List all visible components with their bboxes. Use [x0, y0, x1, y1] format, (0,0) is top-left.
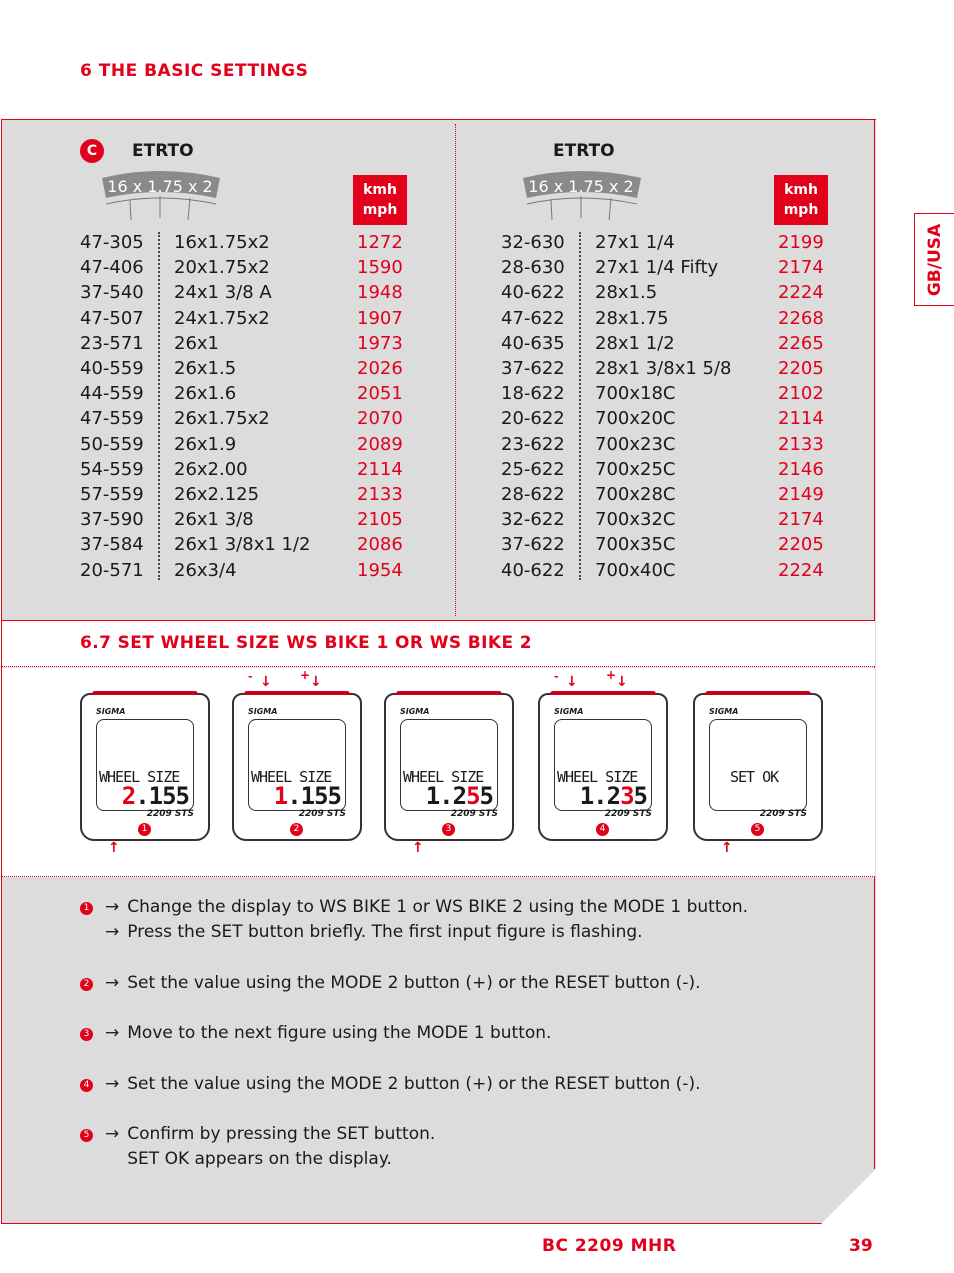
wheel-circumference: 1948 [357, 282, 403, 304]
arrow-down-icon: ↓ [616, 674, 628, 690]
lcd-flashing-digit: 5 [466, 782, 480, 810]
step-bullet: 2 [80, 978, 93, 991]
lcd-line-1: WHEEL SIZE [251, 768, 332, 786]
wheel-circumference: 2205 [778, 358, 824, 379]
etrto-code: 25-622 [501, 458, 565, 480]
tire-size: 28x1 1/2 [595, 332, 675, 354]
arrow-up-icon: ↑ [412, 840, 424, 856]
arrow-right-icon: → [105, 1074, 120, 1094]
step-line [80, 1122, 435, 1147]
device-model: 2209 STS [450, 809, 498, 819]
step-bullet: 1 [80, 902, 93, 915]
wheel-circumference: 2026 [357, 358, 403, 379]
unit-kmh: kmh [784, 182, 818, 198]
arrow-down-icon: ↓ [310, 674, 322, 690]
wheel-circumference: 2146 [778, 458, 824, 480]
etrto-heading-left: ETRTO [132, 141, 194, 161]
lcd-digits: 5 [479, 782, 493, 810]
tire-size-label: 16 x 1.75 x 2 [107, 177, 213, 196]
wheel-circumference: 1272 [357, 232, 403, 253]
step-text: Press the SET button briefly. The first input figure is flashing. [127, 922, 643, 942]
etrto-code: 32-630 [501, 232, 565, 253]
wheel-circumference: 1954 [357, 559, 403, 581]
wheel-circumference: 1907 [357, 307, 403, 329]
lcd-line-1: WHEEL SIZE [557, 768, 638, 786]
tire-size: 28x1.75 [595, 307, 669, 329]
wheel-circumference: 2149 [778, 484, 824, 505]
arrow-up-icon: ↑ [108, 840, 120, 856]
page-title: 6 THE BASIC SETTINGS [80, 61, 309, 81]
step-bullet: 5 [80, 1129, 93, 1142]
bike-computer-display [384, 693, 514, 841]
wheel-circumference: 2265 [778, 332, 824, 354]
tire-size: 28x1 3/8x1 5/8 [595, 358, 732, 379]
bike-computer-display [80, 693, 210, 841]
minus-label: - [248, 670, 253, 683]
lcd-line-1: WHEEL SIZE [403, 768, 484, 786]
device-button [244, 691, 350, 695]
tire-size: 26x1 3/8 [174, 509, 254, 531]
etrto-code: 47-559 [80, 408, 144, 430]
tire-size-icon [521, 170, 646, 220]
tire-size-icon [100, 170, 225, 220]
etrto-heading-right: ETRTO [553, 141, 615, 161]
page-number: 39 [849, 1236, 873, 1256]
etrto-code: 47-305 [80, 232, 144, 253]
tire-size: 700x32C [595, 509, 676, 531]
tire-size: 700x20C [595, 408, 676, 430]
lcd-line-1: SET OK [730, 768, 779, 786]
table-divider [579, 232, 581, 580]
etrto-code: 20-571 [80, 559, 144, 581]
wheel-circumference: 2114 [357, 458, 403, 480]
lcd-digits: 1.2 [579, 782, 621, 810]
arrow-right-icon: → [105, 922, 120, 942]
plus-label: + [606, 668, 617, 682]
step-text: Set the value using the MODE 2 button (+) or the RESET button (-). [127, 973, 701, 993]
bike-computer-display [693, 693, 823, 841]
step-text: Change the display to WS BIKE 1 or WS BIKE 2 using the MODE 1 button. [127, 897, 749, 917]
etrto-code: 47-622 [501, 307, 565, 329]
step-number: 1 [138, 823, 151, 836]
step-text: Confirm by pressing the SET button. [127, 1124, 436, 1144]
tire-size: 26x1 3/8x1 1/2 [174, 534, 311, 556]
wheel-circumference: 2070 [357, 408, 403, 430]
etrto-code: 23-622 [501, 433, 565, 455]
lcd-screen [554, 719, 652, 811]
tire-size: 700x28C [595, 484, 676, 505]
minus-label: - [554, 670, 559, 683]
lcd-screen [400, 719, 498, 811]
tire-size: 700x23C [595, 433, 676, 455]
wheel-circumference: 2102 [778, 383, 824, 405]
device-button [705, 691, 811, 695]
tire-size: 700x35C [595, 534, 676, 556]
tire-size: 27x1 1/4 [595, 232, 675, 253]
lcd-digits: .155 [287, 782, 341, 810]
lcd-digits: 5 [633, 782, 647, 810]
wheel-circumference: 2133 [357, 484, 403, 505]
lcd-line-2 [580, 782, 647, 810]
etrto-code: 37-584 [80, 534, 144, 556]
unit-mph: mph [783, 202, 819, 218]
arrow-right-icon: → [105, 1023, 120, 1043]
lcd-line-2 [426, 782, 493, 810]
device-model: 2209 STS [298, 809, 346, 819]
device-button [92, 691, 198, 695]
etrto-code: 40-635 [501, 332, 565, 354]
wheel-circumference: 1590 [357, 257, 403, 279]
device-logo: SIGMA [554, 707, 584, 716]
wheel-circumference: 2174 [778, 257, 824, 279]
unit-kmh: kmh [363, 182, 397, 198]
step-bullet: 4 [80, 1079, 93, 1092]
tire-size: 26x1.75x2 [174, 408, 270, 430]
etrto-code: 37-590 [80, 509, 144, 531]
step-text: SET OK appears on the display. [127, 1149, 392, 1169]
wheel-circumference: 2133 [778, 433, 824, 455]
step-line [80, 920, 643, 945]
etrto-code: 18-622 [501, 383, 565, 405]
tire-size: 700x25C [595, 458, 676, 480]
device-logo: SIGMA [400, 707, 430, 716]
etrto-code: 50-559 [80, 433, 144, 455]
arrow-right-icon: → [105, 973, 120, 993]
device-button [550, 691, 656, 695]
wheel-circumference: 2199 [778, 232, 824, 253]
wheel-circumference: 2086 [357, 534, 403, 556]
device-model: 2209 STS [759, 809, 807, 819]
arrow-right-icon: → [105, 1124, 120, 1144]
wheel-circumference: 2205 [778, 534, 824, 556]
device-logo: SIGMA [709, 707, 739, 716]
step-line [80, 895, 748, 920]
step-number: 2 [290, 823, 303, 836]
etrto-code: 37-540 [80, 282, 144, 304]
etrto-code: 54-559 [80, 458, 144, 480]
wheel-circumference: 2105 [357, 509, 403, 531]
etrto-code: 57-559 [80, 484, 144, 505]
step-text: Set the value using the MODE 2 button (+) or the RESET button (-). [127, 1074, 701, 1094]
tire-size: 26x1.5 [174, 358, 237, 379]
wheel-circumference: 2174 [778, 509, 824, 531]
step-line [80, 1021, 551, 1046]
footer-model: BC 2209 MHR [542, 1236, 677, 1256]
lcd-line-2 [122, 782, 189, 810]
lcd-digits: 1.2 [425, 782, 467, 810]
arrow-right-icon: → [105, 897, 120, 917]
unit-box-right [774, 175, 828, 225]
step-number: 5 [751, 823, 764, 836]
section-heading: 6.7 SET WHEEL SIZE WS BIKE 1 OR WS BIKE 2 [80, 633, 533, 653]
tire-size: 24x1 3/8 A [174, 282, 272, 304]
tire-size-label: 16 x 1.75 x 2 [528, 177, 634, 196]
tire-size: 26x1.6 [174, 383, 237, 405]
etrto-code: 32-622 [501, 509, 565, 531]
etrto-code: 28-622 [501, 484, 565, 505]
device-button [396, 691, 502, 695]
etrto-code: 23-571 [80, 332, 144, 354]
tire-size: 24x1.75x2 [174, 307, 270, 329]
unit-box-left [353, 175, 407, 225]
section-heading-band [2, 620, 875, 667]
step-number: 4 [596, 823, 609, 836]
step-line [80, 1072, 700, 1097]
plus-label: + [300, 668, 311, 682]
column-divider [455, 124, 456, 616]
section-badge: C [80, 139, 104, 163]
tire-size: 16x1.75x2 [174, 232, 270, 253]
wheel-circumference: 1973 [357, 332, 403, 354]
tire-size: 20x1.75x2 [174, 257, 270, 279]
device-model: 2209 STS [604, 809, 652, 819]
wheel-circumference: 2268 [778, 307, 824, 329]
tire-size: 26x3/4 [174, 559, 237, 581]
lcd-line-2 [274, 782, 341, 810]
tire-size: 26x2.125 [174, 484, 260, 505]
bike-computer-display [232, 693, 362, 841]
arrow-up-icon: ↑ [721, 840, 733, 856]
lcd-line-1: WHEEL SIZE [99, 768, 180, 786]
table-divider [158, 232, 160, 580]
wheel-circumference: 2224 [778, 282, 824, 304]
tire-size: 700x18C [595, 383, 676, 405]
tire-size: 27x1 1/4 Fifty [595, 257, 719, 279]
etrto-code: 47-507 [80, 307, 144, 329]
etrto-code: 28-630 [501, 257, 565, 279]
etrto-code: 47-406 [80, 257, 144, 279]
step-number: 3 [442, 823, 455, 836]
wheel-circumference: 2051 [357, 383, 403, 405]
etrto-code: 40-622 [501, 282, 565, 304]
wheel-circumference: 2114 [778, 408, 824, 430]
wheel-circumference: 2224 [778, 559, 824, 581]
tire-size: 28x1.5 [595, 282, 658, 304]
device-logo: SIGMA [96, 707, 126, 716]
language-tab [914, 213, 954, 306]
etrto-code: 37-622 [501, 534, 565, 556]
lcd-flashing-digit: 2 [121, 782, 136, 810]
etrto-code: 40-559 [80, 358, 144, 379]
arrow-down-icon: ↓ [566, 674, 578, 690]
step-line [80, 1147, 392, 1172]
bike-computer-display [538, 693, 668, 841]
lcd-screen [96, 719, 194, 811]
step-line [80, 971, 700, 996]
device-model: 2209 STS [146, 809, 194, 819]
step-bullet: 3 [80, 1028, 93, 1041]
lcd-flashing-digit: 3 [620, 782, 634, 810]
wheel-circumference: 2089 [357, 433, 403, 455]
step-text: Move to the next figure using the MODE 1 button. [127, 1023, 552, 1043]
device-logo: SIGMA [248, 707, 278, 716]
lcd-screen [248, 719, 346, 811]
lcd-flashing-digit: 1 [273, 782, 288, 810]
unit-mph: mph [362, 202, 398, 218]
etrto-code: 44-559 [80, 383, 144, 405]
etrto-code: 20-622 [501, 408, 565, 430]
etrto-code: 40-622 [501, 559, 565, 581]
tire-size: 26x2.00 [174, 458, 248, 480]
arrow-down-icon: ↓ [260, 674, 272, 690]
tire-size: 700x40C [595, 559, 676, 581]
etrto-code: 37-622 [501, 358, 565, 379]
language-tab-label: GB/USA [924, 223, 945, 296]
lcd-digits: .155 [135, 782, 189, 810]
lcd-screen [709, 719, 807, 811]
tire-size: 26x1.9 [174, 433, 237, 455]
tire-size: 26x1 [174, 332, 220, 354]
